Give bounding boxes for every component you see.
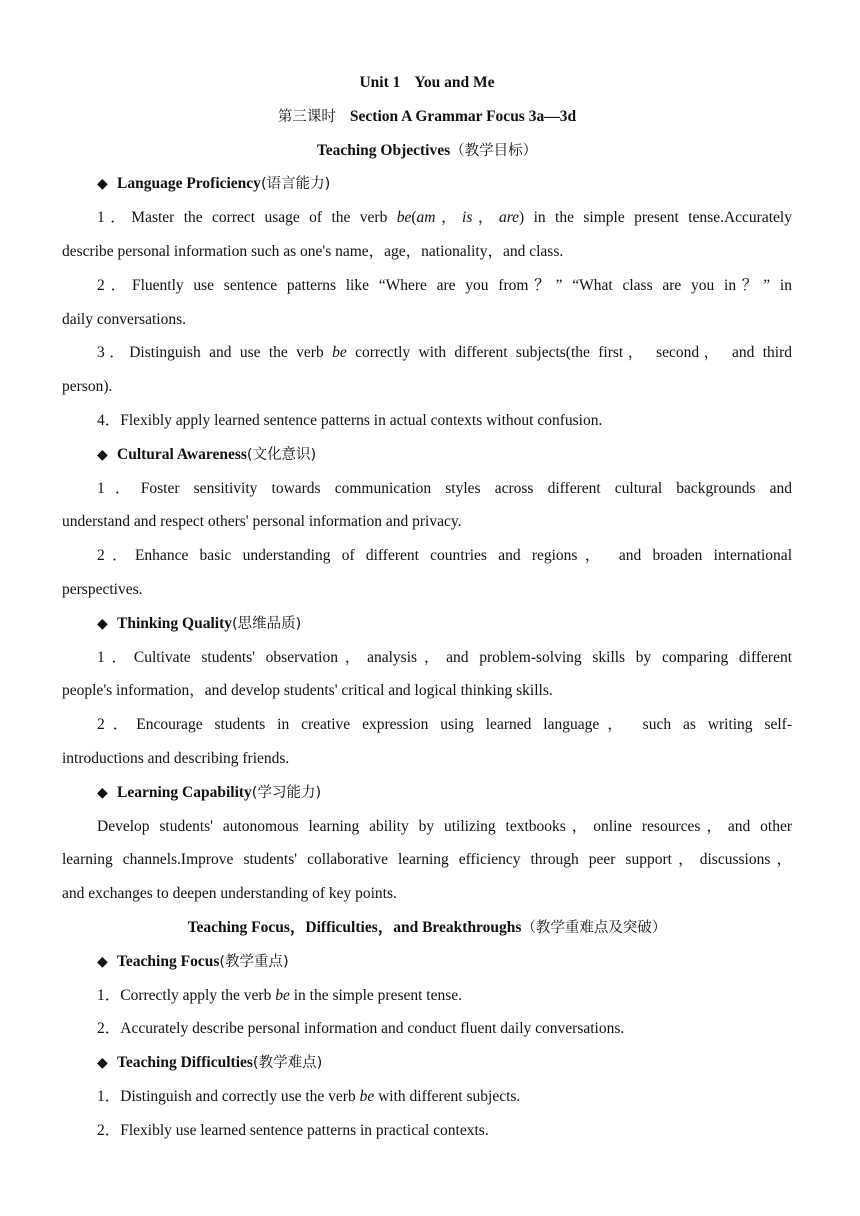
- focus-title-zh: （教学重难点及突破）: [521, 919, 667, 936]
- heading-culture-zh: (文化意识): [246, 446, 317, 463]
- heading-culture: [62, 438, 792, 472]
- focus-difficulties-title: [62, 911, 792, 945]
- text: with different subjects.: [374, 1087, 521, 1105]
- culture-item-2-line-1: 2．Enhance basic understanding of different countries and regions， and broaden international: [97, 547, 792, 565]
- lesson-label: 第三课时: [277, 108, 336, 125]
- heading-focus-zh: (教学重点): [219, 953, 289, 970]
- diamond-bullet-icon: ◆: [97, 1055, 108, 1072]
- unit-name: You and Me: [414, 74, 495, 91]
- language-item-1-line-2: describe personal information such as one's name，age，nationality，and class.: [62, 242, 564, 260]
- focus-item-2: 2．Accurately describe personal information and conduct fluent daily conversations.: [97, 1020, 625, 1038]
- text: in the simple present tense.: [289, 986, 463, 1004]
- heading-learning-zh: (学习能力): [251, 784, 322, 801]
- heading-focus: [62, 945, 792, 979]
- text: correctly with different subjects(the first， second， and third: [346, 344, 792, 362]
- text: be: [396, 209, 412, 227]
- learning-paragraph-line-2: learning channels.Improve students' collaborative learning efficiency through peer support，discussions，: [62, 851, 792, 869]
- diamond-bullet-icon: ◆: [97, 176, 108, 193]
- language-item-4: 4．Flexibly apply learned sentence patterns in actual contexts without confusion.: [97, 411, 603, 429]
- diamond-bullet-icon: ◆: [97, 784, 108, 801]
- language-item-3-line-1: [62, 336, 792, 370]
- difficulties-item-1: [62, 1080, 792, 1114]
- text: be: [359, 1087, 375, 1105]
- heading-difficulties: [62, 1046, 792, 1080]
- text: be: [275, 986, 290, 1004]
- heading-difficulties-zh: (教学难点): [252, 1055, 323, 1072]
- text: is: [462, 209, 473, 227]
- text: ，: [435, 209, 463, 227]
- heading-learning: [62, 776, 792, 810]
- diamond-bullet-icon: ◆: [97, 953, 108, 970]
- thinking-item-1-line-2: people's information，and develop students' critical and logical thinking skills.: [62, 682, 553, 700]
- text: 1．Master the correct usage of the verb: [97, 209, 397, 227]
- culture-item-2-line-2: perspectives.: [62, 580, 143, 598]
- text: 1．Correctly apply the verb: [97, 986, 276, 1004]
- lesson-title: [62, 100, 792, 134]
- diamond-bullet-icon: ◆: [97, 446, 108, 463]
- culture-item-1-line-1: 1．Foster sensitivity towards communication styles across different cultural backgrounds and: [97, 479, 792, 497]
- objectives-title-en: Teaching Objectives: [316, 141, 451, 159]
- text: ) in the simple present tense.Accurately: [519, 209, 792, 227]
- heading-thinking-zh: (思维品质): [232, 615, 302, 632]
- heading-language-zh: (语言能力): [260, 176, 331, 193]
- culture-item-1-line-2: understand and respect others' personal information and privacy.: [62, 513, 462, 531]
- text: 3．Distinguish and use the verb: [97, 344, 333, 362]
- section-title: Section A Grammar Focus 3a—3d: [349, 107, 577, 125]
- heading-difficulties-en: Teaching Difficulties: [117, 1054, 253, 1072]
- text: (: [411, 209, 417, 227]
- objectives-title-zh: （教学目标）: [450, 142, 538, 159]
- focus-title-en: Teaching Focus，Difficulties，and Breakthroughs: [187, 918, 522, 936]
- objectives-title: [62, 134, 792, 168]
- learning-paragraph-line-1: Develop students' autonomous learning ability by utilizing textbooks，online resources，and other: [97, 817, 792, 835]
- thinking-item-1-line-1: 1．Cultivate students' observation，analysis，and problem‑solving skills by comparing different: [97, 648, 792, 666]
- text: be: [332, 344, 347, 362]
- heading-language: [62, 167, 792, 201]
- language-item-2-line-2: daily conversations.: [62, 310, 186, 328]
- document-page: [62, 66, 792, 1148]
- unit-title: [62, 66, 792, 100]
- diamond-bullet-icon: ◆: [97, 615, 108, 632]
- text: am: [416, 209, 436, 227]
- heading-learning-en: Learning Capability: [117, 783, 252, 801]
- thinking-item-2-line-2: introductions and describing friends.: [62, 749, 290, 767]
- text: are: [498, 209, 520, 227]
- text: 1．Distinguish and correctly use the verb: [97, 1087, 360, 1105]
- heading-language-en: Language Proficiency: [117, 175, 261, 193]
- thinking-item-2-line-1: 2．Encourage students in creative expression using learned language， such as writing self‑: [97, 716, 792, 734]
- language-item-3-line-2: person).: [62, 378, 113, 396]
- language-item-1-line-1: [62, 201, 792, 235]
- heading-thinking: [62, 607, 792, 641]
- learning-paragraph-line-3: and exchanges to deepen understanding of key points.: [62, 885, 397, 903]
- language-item-2-line-1: 2．Fluently use sentence patterns like “Where are you from？” “What class are you in？” in: [97, 276, 792, 294]
- difficulties-item-2: 2．Flexibly use learned sentence patterns in practical contexts.: [97, 1121, 489, 1139]
- heading-culture-en: Cultural Awareness: [117, 445, 247, 463]
- unit-number: Unit 1: [359, 74, 401, 91]
- heading-focus-en: Teaching Focus: [117, 952, 220, 970]
- heading-thinking-en: Thinking Quality: [117, 614, 233, 632]
- text: ，: [472, 209, 499, 227]
- focus-item-1: [62, 979, 792, 1013]
